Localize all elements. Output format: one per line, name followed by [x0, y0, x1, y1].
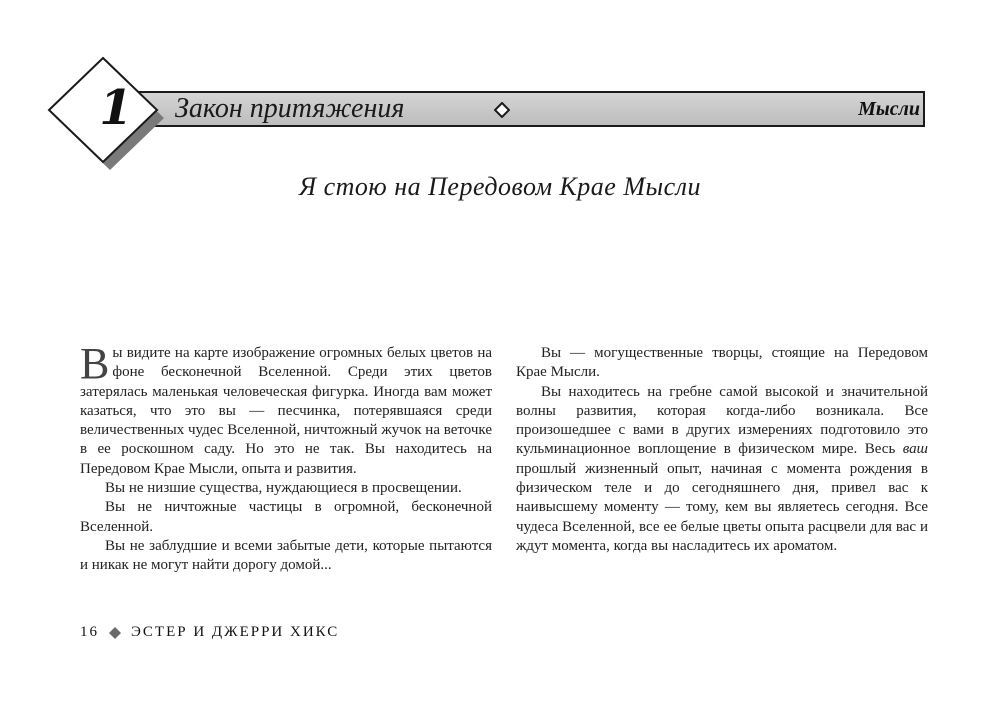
book-authors: ЭСТЕР И ДЖЕРРИ ХИКС [131, 624, 340, 640]
paragraph-text: Вы находитесь на гребне самой высокой и значительной волны развития, которая когда-либо возникала. Все произошедшее с вами в других измерениях подготовило это кульминационное воплощение в физическом мире. Весь [516, 383, 928, 458]
paragraph-text: прошлый жизненный опыт, начиная с момента рождения в физическом теле и до сегодняшнего дня, привел вас к наивысшему моменту — тому, кем вы являетесь сегодня. Все чудеса Вселенной, все ее белые цветы опыта расцвели для вас и ждут момента, когда вы насладитесь их ароматом. [516, 460, 928, 554]
paragraph: Вы — могущественные творцы, стоящие на Передовом Крае Мысли. [516, 345, 928, 381]
paragraph [80, 339, 492, 479]
text-column-left [80, 339, 492, 576]
page-footer [80, 624, 339, 641]
page-number: 16 [80, 624, 99, 640]
chapter-title: Закон притяжения [175, 93, 405, 124]
paragraph-text: ы видите на карте изображение огромных белых цветов на фоне бесконечной Вселенной. Среди этих цветов затерялась маленькая человеческая фигурка. Иногда вам может казаться, что это вы — песчинка, потерявшаяся среди величественных чудес Вселенной, ничтожный жучок на веточке в ее роскошном саду. Но это не так. Вы находитесь на Передовом Крае Мысли, опыта и развития. [80, 345, 492, 477]
emphasis-text: ваш [902, 441, 928, 458]
diamond-ornament-icon [494, 102, 510, 118]
drop-cap: В [80, 339, 110, 388]
paragraph: Вы не низшие существа, нуждающиеся в просвещении. [105, 480, 462, 497]
page-subtitle: Я стою на Передовом Крае Мысли [299, 172, 701, 201]
paragraph: Вы не ничтожные частицы в огромной, бесконечной Вселенной. [80, 499, 492, 535]
chapter-number: 1 [99, 80, 133, 136]
section-label: Мысли [858, 98, 920, 120]
paragraph [516, 383, 928, 557]
paragraph: Вы не заблудшие и всеми забытые дети, которые пытаются и никак не могут найти дорогу домой... [80, 537, 492, 574]
text-column-right [516, 344, 928, 556]
footer-diamond-icon [109, 627, 121, 639]
